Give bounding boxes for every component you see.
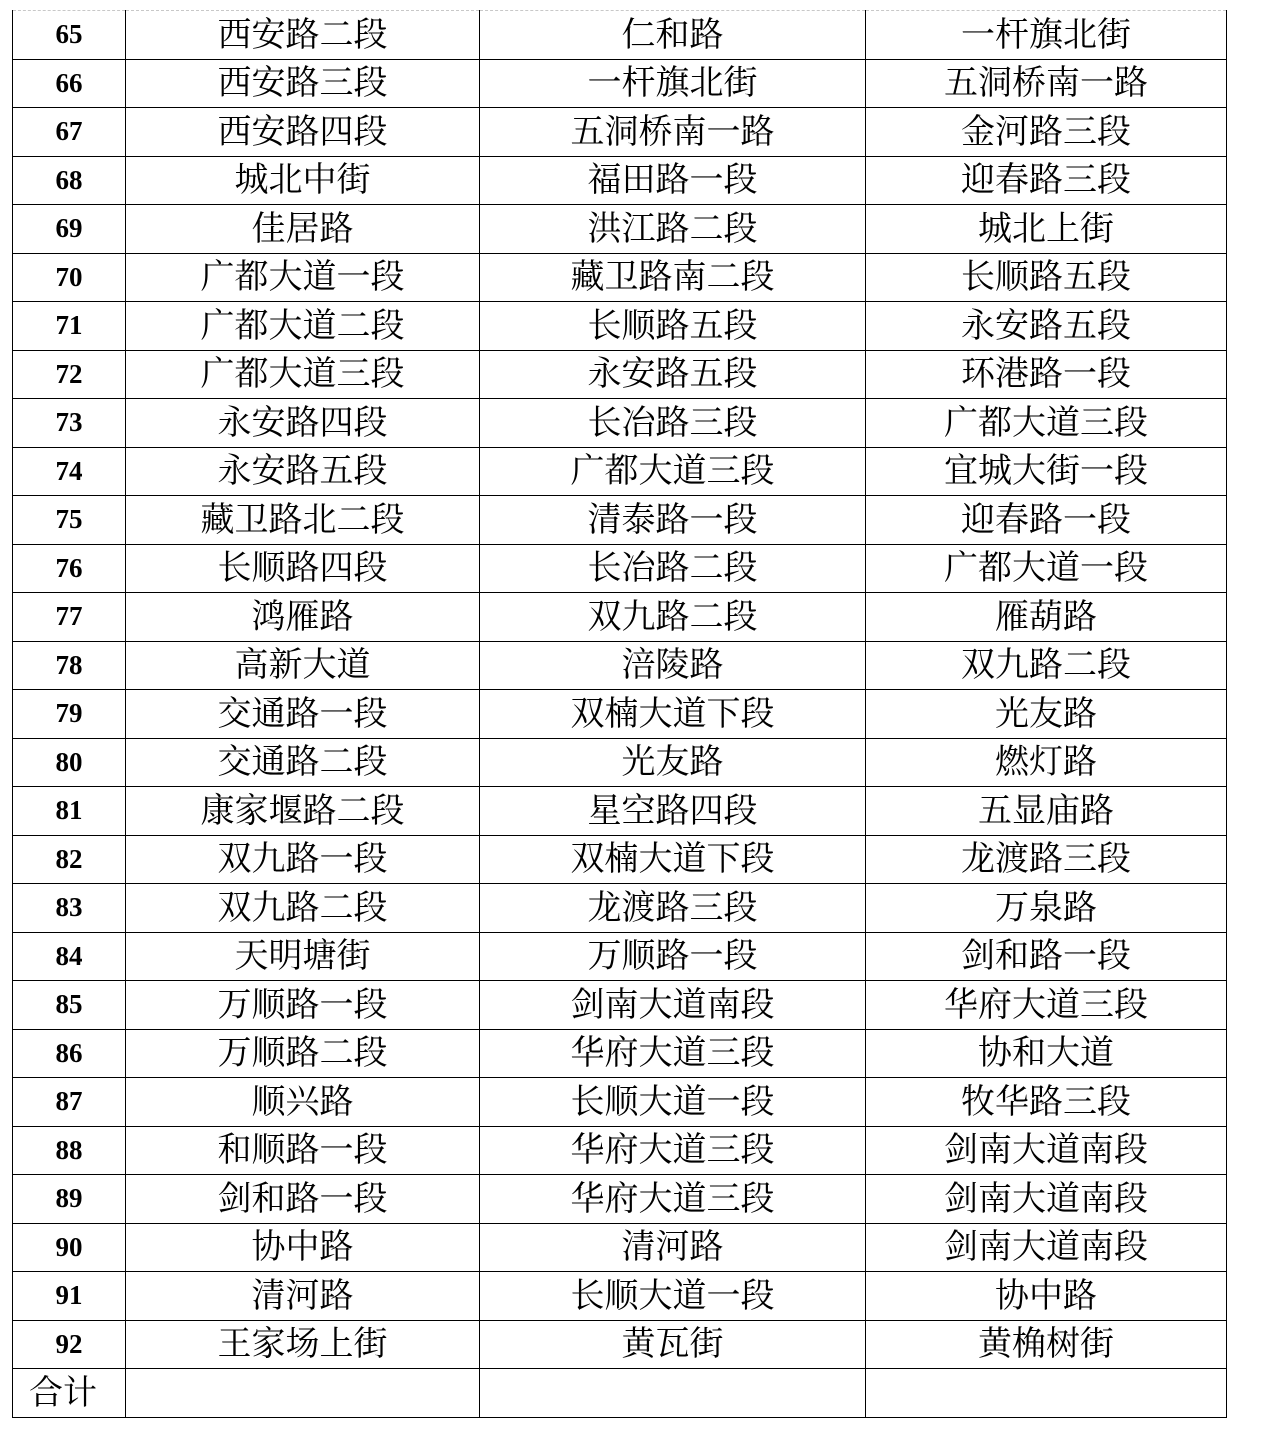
road-cell-col2: 双楠大道下段 (480, 690, 866, 739)
total-cell-col3 (866, 1369, 1227, 1418)
road-cell-col1: 交通路二段 (126, 738, 480, 787)
table-row (13, 253, 1227, 302)
table-row (13, 738, 1227, 787)
road-cell-col1: 剑和路一段 (126, 1175, 480, 1224)
total-label: 合计 (13, 1369, 126, 1418)
total-row (13, 1369, 1227, 1418)
road-cell-col2: 福田路一段 (480, 156, 866, 205)
road-cell-col1: 双九路二段 (126, 884, 480, 933)
row-number-cell: 89 (13, 1175, 126, 1224)
road-cell-col1: 王家场上街 (126, 1320, 480, 1369)
road-cell-col2: 华府大道三段 (480, 1175, 866, 1224)
road-cell-col3: 双九路二段 (866, 641, 1227, 690)
row-number-cell: 85 (13, 981, 126, 1030)
road-cell-col1: 西安路四段 (126, 108, 480, 157)
row-number-cell: 76 (13, 544, 126, 593)
row-number-cell: 81 (13, 787, 126, 836)
table-row (13, 1320, 1227, 1369)
road-cell-col2: 长冶路三段 (480, 399, 866, 448)
road-cell-col1: 康家堰路二段 (126, 787, 480, 836)
row-number-cell: 84 (13, 932, 126, 981)
road-cell-col2: 双楠大道下段 (480, 835, 866, 884)
road-cell-col2: 长顺大道一段 (480, 1078, 866, 1127)
row-number-cell: 78 (13, 641, 126, 690)
road-cell-col2: 一杆旗北街 (480, 59, 866, 108)
table-row (13, 11, 1227, 60)
table-body (13, 11, 1227, 1418)
road-cell-col1: 广都大道一段 (126, 253, 480, 302)
table-row (13, 399, 1227, 448)
road-cell-col1: 清河路 (126, 1272, 480, 1321)
road-cell-col3: 宜城大街一段 (866, 447, 1227, 496)
row-number-cell: 80 (13, 738, 126, 787)
row-number-cell: 86 (13, 1029, 126, 1078)
road-cell-col2: 剑南大道南段 (480, 981, 866, 1030)
table-row (13, 1175, 1227, 1224)
road-cell-col3: 龙渡路三段 (866, 835, 1227, 884)
road-cell-col2: 双九路二段 (480, 593, 866, 642)
table-row (13, 932, 1227, 981)
road-cell-col3: 迎春路三段 (866, 156, 1227, 205)
table-row (13, 835, 1227, 884)
road-cell-col1: 高新大道 (126, 641, 480, 690)
road-cell-col1: 万顺路二段 (126, 1029, 480, 1078)
road-cell-col1: 永安路四段 (126, 399, 480, 448)
road-cell-col1: 天明塘街 (126, 932, 480, 981)
row-number-cell: 66 (13, 59, 126, 108)
road-cell-col1: 万顺路一段 (126, 981, 480, 1030)
road-cell-col3: 广都大道三段 (866, 399, 1227, 448)
table-row (13, 1223, 1227, 1272)
row-number-cell: 73 (13, 399, 126, 448)
road-cell-col2: 长顺大道一段 (480, 1272, 866, 1321)
table-row (13, 593, 1227, 642)
road-cell-col3: 五洞桥南一路 (866, 59, 1227, 108)
road-cell-col3: 环港路一段 (866, 350, 1227, 399)
row-number-cell: 82 (13, 835, 126, 884)
row-number-cell: 65 (13, 11, 126, 60)
road-cell-col3: 长顺路五段 (866, 253, 1227, 302)
road-cell-col2: 光友路 (480, 738, 866, 787)
table-row (13, 641, 1227, 690)
road-cell-col1: 交通路一段 (126, 690, 480, 739)
road-cell-col2: 永安路五段 (480, 350, 866, 399)
road-cell-col2: 华府大道三段 (480, 1126, 866, 1175)
road-cell-col3: 广都大道一段 (866, 544, 1227, 593)
road-cell-col2: 龙渡路三段 (480, 884, 866, 933)
row-number-cell: 74 (13, 447, 126, 496)
road-cell-col2: 万顺路一段 (480, 932, 866, 981)
row-number-cell: 75 (13, 496, 126, 545)
road-cell-col3: 燃灯路 (866, 738, 1227, 787)
row-number-cell: 88 (13, 1126, 126, 1175)
row-number-cell: 90 (13, 1223, 126, 1272)
total-cell-col2 (480, 1369, 866, 1418)
road-cell-col1: 广都大道二段 (126, 302, 480, 351)
row-number-cell: 70 (13, 253, 126, 302)
road-cell-col2: 广都大道三段 (480, 447, 866, 496)
road-cell-col3: 迎春路一段 (866, 496, 1227, 545)
table-row (13, 690, 1227, 739)
road-cell-col1: 顺兴路 (126, 1078, 480, 1127)
road-cell-col3: 协和大道 (866, 1029, 1227, 1078)
row-number-cell: 69 (13, 205, 126, 254)
road-cell-col1: 西安路三段 (126, 59, 480, 108)
road-cell-col3: 城北上街 (866, 205, 1227, 254)
row-number-cell: 87 (13, 1078, 126, 1127)
road-cell-col3: 剑南大道南段 (866, 1175, 1227, 1224)
row-number-cell: 68 (13, 156, 126, 205)
row-number-cell: 79 (13, 690, 126, 739)
road-cell-col3: 万泉路 (866, 884, 1227, 933)
table-row (13, 350, 1227, 399)
road-cell-col3: 剑南大道南段 (866, 1126, 1227, 1175)
row-number-cell: 91 (13, 1272, 126, 1321)
road-cell-col2: 清河路 (480, 1223, 866, 1272)
road-cell-col3: 金河路三段 (866, 108, 1227, 157)
road-cell-col1: 双九路一段 (126, 835, 480, 884)
row-number-cell: 72 (13, 350, 126, 399)
road-cell-col3: 光友路 (866, 690, 1227, 739)
road-cell-col3: 一杆旗北街 (866, 11, 1227, 60)
row-number-cell: 83 (13, 884, 126, 933)
road-cell-col2: 长冶路二段 (480, 544, 866, 593)
road-cell-col1: 广都大道三段 (126, 350, 480, 399)
road-cell-col2: 五洞桥南一路 (480, 108, 866, 157)
road-cell-col2: 星空路四段 (480, 787, 866, 836)
road-cell-col3: 剑南大道南段 (866, 1223, 1227, 1272)
road-cell-col2: 清泰路一段 (480, 496, 866, 545)
road-cell-col3: 剑和路一段 (866, 932, 1227, 981)
road-cell-col1: 西安路二段 (126, 11, 480, 60)
road-cell-col2: 仁和路 (480, 11, 866, 60)
table-row (13, 156, 1227, 205)
road-cell-col3: 协中路 (866, 1272, 1227, 1321)
road-cell-col2: 藏卫路南二段 (480, 253, 866, 302)
road-cell-col2: 黄瓦街 (480, 1320, 866, 1369)
road-cell-col2: 涪陵路 (480, 641, 866, 690)
table-row (13, 884, 1227, 933)
table-row (13, 787, 1227, 836)
table-row (13, 59, 1227, 108)
row-number-cell: 92 (13, 1320, 126, 1369)
road-cell-col1: 藏卫路北二段 (126, 496, 480, 545)
table-row (13, 981, 1227, 1030)
total-cell-col1 (126, 1369, 480, 1418)
table-row (13, 1078, 1227, 1127)
row-number-cell: 67 (13, 108, 126, 157)
road-cell-col3: 五显庙路 (866, 787, 1227, 836)
road-cell-col3: 华府大道三段 (866, 981, 1227, 1030)
road-cell-col1: 永安路五段 (126, 447, 480, 496)
row-number-cell: 77 (13, 593, 126, 642)
road-cell-col2: 长顺路五段 (480, 302, 866, 351)
road-cell-col1: 协中路 (126, 1223, 480, 1272)
table-row (13, 1126, 1227, 1175)
road-segment-table (12, 10, 1227, 1418)
road-cell-col3: 雁葫路 (866, 593, 1227, 642)
road-cell-col1: 佳居路 (126, 205, 480, 254)
road-cell-col1: 城北中街 (126, 156, 480, 205)
road-cell-col3: 黄桷树街 (866, 1320, 1227, 1369)
table-row (13, 496, 1227, 545)
table-row (13, 447, 1227, 496)
road-cell-col2: 华府大道三段 (480, 1029, 866, 1078)
table-row (13, 1272, 1227, 1321)
table-row (13, 108, 1227, 157)
table-row (13, 205, 1227, 254)
road-cell-col1: 鸿雁路 (126, 593, 480, 642)
row-number-cell: 71 (13, 302, 126, 351)
road-cell-col2: 洪江路二段 (480, 205, 866, 254)
table-row (13, 302, 1227, 351)
road-cell-col3: 牧华路三段 (866, 1078, 1227, 1127)
road-cell-col1: 长顺路四段 (126, 544, 480, 593)
table-row (13, 1029, 1227, 1078)
table-row (13, 544, 1227, 593)
road-cell-col1: 和顺路一段 (126, 1126, 480, 1175)
road-cell-col3: 永安路五段 (866, 302, 1227, 351)
